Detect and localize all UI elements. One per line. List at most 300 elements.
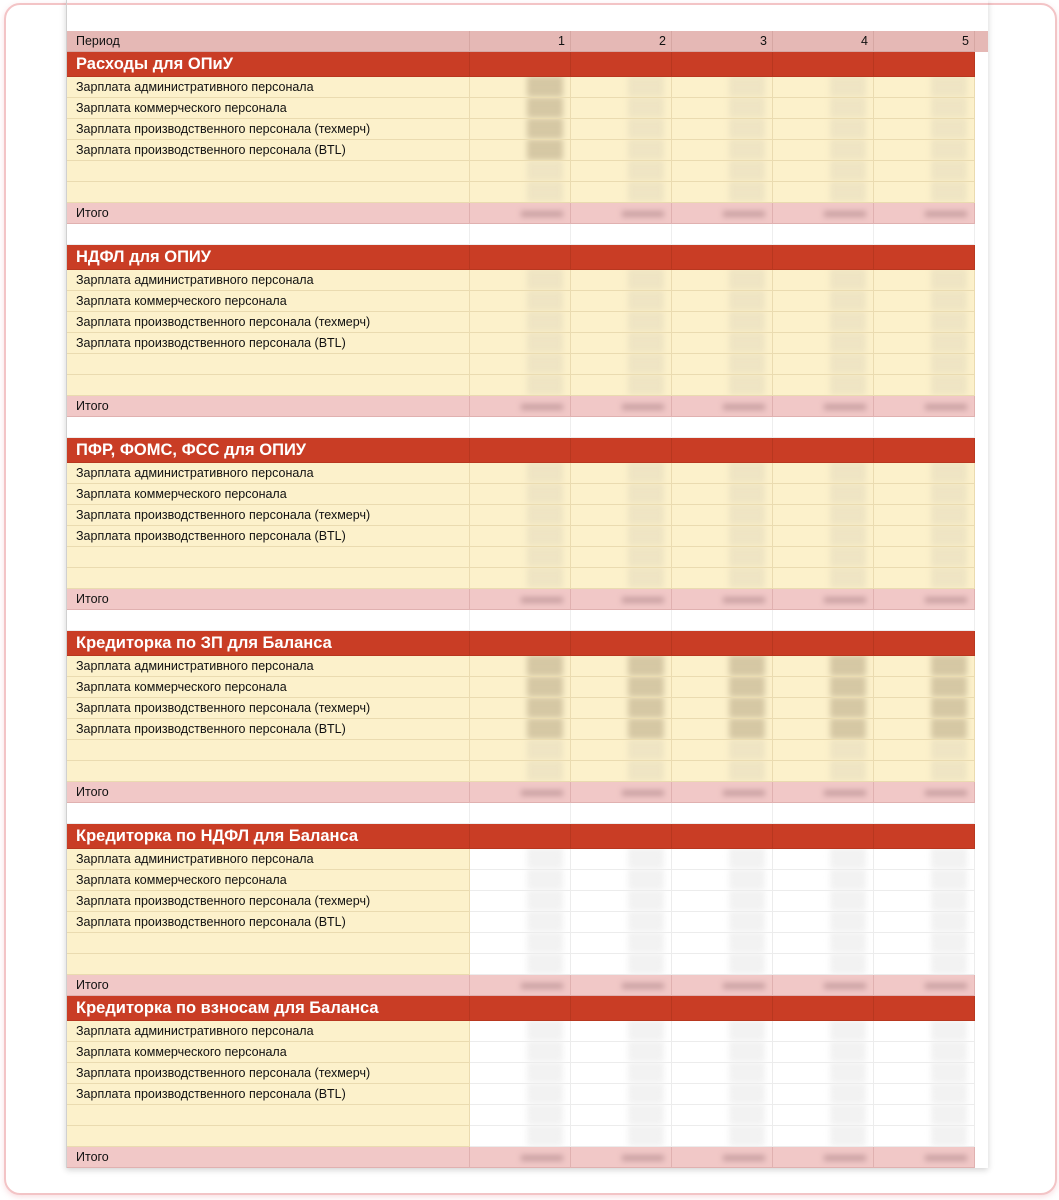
blank-cell[interactable] (773, 417, 874, 438)
value-cell[interactable] (470, 912, 571, 933)
total-value-cell[interactable] (470, 1147, 571, 1168)
value-cell[interactable] (672, 270, 773, 291)
value-cell[interactable] (470, 568, 571, 589)
value-cell[interactable] (470, 505, 571, 526)
value-cell[interactable] (773, 354, 874, 375)
value-cell[interactable] (773, 933, 874, 954)
value-cell[interactable] (571, 1105, 672, 1126)
value-cell[interactable] (874, 761, 975, 782)
total-value-cell[interactable] (773, 975, 874, 996)
row-label[interactable] (67, 740, 470, 761)
value-cell[interactable] (672, 333, 773, 354)
value-cell[interactable] (571, 761, 672, 782)
section-title-cell[interactable] (672, 824, 773, 849)
row-label[interactable] (67, 547, 470, 568)
value-cell[interactable] (874, 270, 975, 291)
blank-cell[interactable] (672, 610, 773, 631)
total-value-cell[interactable] (571, 782, 672, 803)
value-cell[interactable] (571, 77, 672, 98)
value-cell[interactable] (672, 1042, 773, 1063)
total-value-cell[interactable] (672, 782, 773, 803)
row-label[interactable]: Зарплата коммерческого персонала (67, 870, 470, 891)
section-title-cell[interactable] (874, 996, 975, 1021)
value-cell[interactable] (773, 849, 874, 870)
row-label[interactable]: Зарплата коммерческого персонала (67, 677, 470, 698)
value-cell[interactable] (672, 375, 773, 396)
value-cell[interactable] (672, 354, 773, 375)
row-label[interactable] (67, 375, 470, 396)
value-cell[interactable] (874, 698, 975, 719)
value-cell[interactable] (874, 463, 975, 484)
section-title-cell[interactable] (874, 52, 975, 77)
value-cell[interactable] (571, 719, 672, 740)
row-label[interactable] (67, 568, 470, 589)
section-title-cell[interactable] (874, 438, 975, 463)
section-title-cell[interactable] (571, 996, 672, 1021)
value-cell[interactable] (672, 891, 773, 912)
value-cell[interactable] (874, 677, 975, 698)
value-cell[interactable] (773, 140, 874, 161)
section-title-cell[interactable] (874, 245, 975, 270)
total-value-cell[interactable] (874, 782, 975, 803)
value-cell[interactable] (874, 354, 975, 375)
row-label[interactable] (67, 761, 470, 782)
value-cell[interactable] (773, 119, 874, 140)
total-value-cell[interactable] (874, 975, 975, 996)
value-cell[interactable] (470, 1084, 571, 1105)
value-cell[interactable] (874, 933, 975, 954)
value-cell[interactable] (470, 870, 571, 891)
value-cell[interactable] (470, 463, 571, 484)
value-cell[interactable] (571, 291, 672, 312)
row-label[interactable]: Зарплата производственного персонала (BTL) (67, 912, 470, 933)
period-header-label[interactable]: Период (67, 31, 470, 52)
value-cell[interactable] (874, 1105, 975, 1126)
section-title-cell[interactable] (874, 631, 975, 656)
value-cell[interactable] (470, 140, 571, 161)
value-cell[interactable] (773, 698, 874, 719)
value-cell[interactable] (672, 312, 773, 333)
row-label[interactable] (67, 161, 470, 182)
value-cell[interactable] (571, 98, 672, 119)
value-cell[interactable] (773, 954, 874, 975)
row-label[interactable]: Зарплата производственного персонала (техмерч) (67, 891, 470, 912)
value-cell[interactable] (470, 719, 571, 740)
value-cell[interactable] (672, 698, 773, 719)
value-cell[interactable] (571, 484, 672, 505)
value-cell[interactable] (874, 1084, 975, 1105)
value-cell[interactable] (571, 182, 672, 203)
row-label[interactable]: Зарплата административного персонала (67, 849, 470, 870)
value-cell[interactable] (672, 761, 773, 782)
section-title-cell[interactable] (470, 824, 571, 849)
value-cell[interactable] (773, 677, 874, 698)
total-value-cell[interactable] (470, 975, 571, 996)
value-cell[interactable] (874, 719, 975, 740)
value-cell[interactable] (571, 568, 672, 589)
value-cell[interactable] (874, 1021, 975, 1042)
value-cell[interactable] (470, 954, 571, 975)
value-cell[interactable] (470, 656, 571, 677)
value-cell[interactable] (571, 526, 672, 547)
total-label[interactable]: Итого (67, 203, 470, 224)
row-label[interactable]: Зарплата административного персонала (67, 1021, 470, 1042)
value-cell[interactable] (672, 849, 773, 870)
value-cell[interactable] (470, 933, 571, 954)
row-label[interactable]: Зарплата административного персонала (67, 270, 470, 291)
value-cell[interactable] (571, 354, 672, 375)
value-cell[interactable] (874, 954, 975, 975)
value-cell[interactable] (470, 849, 571, 870)
section-title-cell[interactable] (470, 996, 571, 1021)
total-value-cell[interactable] (672, 975, 773, 996)
value-cell[interactable] (773, 1084, 874, 1105)
value-cell[interactable] (672, 119, 773, 140)
row-label[interactable]: Зарплата производственного персонала (техмерч) (67, 119, 470, 140)
total-label[interactable]: Итого (67, 589, 470, 610)
value-cell[interactable] (470, 312, 571, 333)
value-cell[interactable] (470, 1042, 571, 1063)
row-label[interactable]: Зарплата коммерческого персонала (67, 1042, 470, 1063)
total-value-cell[interactable] (571, 1147, 672, 1168)
value-cell[interactable] (571, 140, 672, 161)
section-title-cell[interactable] (773, 631, 874, 656)
total-value-cell[interactable] (672, 203, 773, 224)
value-cell[interactable] (571, 740, 672, 761)
value-cell[interactable] (571, 333, 672, 354)
value-cell[interactable] (773, 161, 874, 182)
value-cell[interactable] (571, 954, 672, 975)
value-cell[interactable] (571, 312, 672, 333)
value-cell[interactable] (672, 505, 773, 526)
total-value-cell[interactable] (571, 396, 672, 417)
section-title-cell[interactable] (773, 245, 874, 270)
value-cell[interactable] (773, 463, 874, 484)
value-cell[interactable] (874, 656, 975, 677)
value-cell[interactable] (470, 182, 571, 203)
value-cell[interactable] (874, 484, 975, 505)
total-value-cell[interactable] (470, 203, 571, 224)
value-cell[interactable] (874, 119, 975, 140)
section-title-cell[interactable] (773, 438, 874, 463)
row-label[interactable]: Зарплата производственного персонала (техмерч) (67, 698, 470, 719)
row-label[interactable] (67, 1105, 470, 1126)
value-cell[interactable] (773, 505, 874, 526)
value-cell[interactable] (874, 1063, 975, 1084)
total-value-cell[interactable] (470, 589, 571, 610)
blank-cell[interactable] (470, 417, 571, 438)
total-value-cell[interactable] (874, 1147, 975, 1168)
value-cell[interactable] (773, 1063, 874, 1084)
row-label[interactable]: Зарплата коммерческого персонала (67, 98, 470, 119)
blank-cell[interactable] (571, 610, 672, 631)
section-title-cell[interactable] (470, 438, 571, 463)
value-cell[interactable] (874, 870, 975, 891)
value-cell[interactable] (773, 656, 874, 677)
total-value-cell[interactable] (874, 203, 975, 224)
value-cell[interactable] (571, 1042, 672, 1063)
section-title-cell[interactable] (672, 52, 773, 77)
value-cell[interactable] (874, 1126, 975, 1147)
value-cell[interactable] (773, 484, 874, 505)
period-header-4[interactable]: 4 (773, 31, 874, 52)
value-cell[interactable] (773, 1021, 874, 1042)
value-cell[interactable] (672, 1063, 773, 1084)
value-cell[interactable] (571, 891, 672, 912)
value-cell[interactable] (874, 505, 975, 526)
value-cell[interactable] (672, 547, 773, 568)
blank-cell[interactable] (571, 224, 672, 245)
value-cell[interactable] (672, 1021, 773, 1042)
total-value-cell[interactable] (672, 396, 773, 417)
blank-cell[interactable] (571, 803, 672, 824)
value-cell[interactable] (470, 270, 571, 291)
section-title-cell[interactable] (571, 52, 672, 77)
value-cell[interactable] (470, 1126, 571, 1147)
value-cell[interactable] (773, 270, 874, 291)
value-cell[interactable] (874, 312, 975, 333)
total-value-cell[interactable] (571, 975, 672, 996)
total-value-cell[interactable] (571, 589, 672, 610)
section-title-cell[interactable] (470, 52, 571, 77)
period-header-5[interactable]: 5 (874, 31, 975, 52)
value-cell[interactable] (470, 354, 571, 375)
blank-cell[interactable] (67, 803, 470, 824)
section-title[interactable]: Кредиторка по ЗП для Баланса (67, 631, 470, 656)
value-cell[interactable] (470, 77, 571, 98)
blank-cell[interactable] (773, 610, 874, 631)
value-cell[interactable] (874, 740, 975, 761)
row-label[interactable]: Зарплата производственного персонала (BTL) (67, 333, 470, 354)
total-value-cell[interactable] (571, 203, 672, 224)
section-title-cell[interactable] (672, 631, 773, 656)
value-cell[interactable] (773, 568, 874, 589)
blank-cell[interactable] (672, 803, 773, 824)
blank-cell[interactable] (773, 224, 874, 245)
blank-cell[interactable] (874, 224, 975, 245)
value-cell[interactable] (672, 140, 773, 161)
value-cell[interactable] (672, 568, 773, 589)
value-cell[interactable] (571, 1126, 672, 1147)
total-value-cell[interactable] (874, 589, 975, 610)
total-value-cell[interactable] (773, 782, 874, 803)
value-cell[interactable] (571, 698, 672, 719)
value-cell[interactable] (470, 98, 571, 119)
row-label[interactable]: Зарплата производственного персонала (BTL) (67, 140, 470, 161)
value-cell[interactable] (672, 98, 773, 119)
value-cell[interactable] (571, 119, 672, 140)
value-cell[interactable] (672, 291, 773, 312)
value-cell[interactable] (773, 740, 874, 761)
value-cell[interactable] (470, 740, 571, 761)
blank-cell[interactable] (67, 417, 470, 438)
section-title-cell[interactable] (672, 996, 773, 1021)
value-cell[interactable] (773, 719, 874, 740)
value-cell[interactable] (773, 761, 874, 782)
value-cell[interactable] (672, 719, 773, 740)
section-title-cell[interactable] (571, 245, 672, 270)
period-header-1[interactable]: 1 (470, 31, 571, 52)
blank-cell[interactable] (67, 610, 470, 631)
value-cell[interactable] (571, 656, 672, 677)
value-cell[interactable] (672, 526, 773, 547)
value-cell[interactable] (571, 375, 672, 396)
value-cell[interactable] (672, 463, 773, 484)
value-cell[interactable] (571, 849, 672, 870)
row-label[interactable] (67, 933, 470, 954)
value-cell[interactable] (571, 547, 672, 568)
value-cell[interactable] (672, 677, 773, 698)
row-label[interactable]: Зарплата производственного персонала (техмерч) (67, 1063, 470, 1084)
value-cell[interactable] (571, 505, 672, 526)
value-cell[interactable] (773, 547, 874, 568)
value-cell[interactable] (470, 375, 571, 396)
value-cell[interactable] (470, 484, 571, 505)
section-title[interactable]: НДФЛ для ОПИУ (67, 245, 470, 270)
value-cell[interactable] (672, 161, 773, 182)
section-title-cell[interactable] (571, 438, 672, 463)
section-title[interactable]: Кредиторка по взносам для Баланса (67, 996, 470, 1021)
value-cell[interactable] (874, 375, 975, 396)
value-cell[interactable] (874, 526, 975, 547)
section-title-cell[interactable] (470, 631, 571, 656)
value-cell[interactable] (470, 1021, 571, 1042)
value-cell[interactable] (470, 333, 571, 354)
value-cell[interactable] (874, 547, 975, 568)
value-cell[interactable] (470, 1105, 571, 1126)
value-cell[interactable] (773, 1105, 874, 1126)
value-cell[interactable] (672, 1126, 773, 1147)
blank-cell[interactable] (470, 224, 571, 245)
value-cell[interactable] (773, 870, 874, 891)
row-label[interactable]: Зарплата коммерческого персонала (67, 291, 470, 312)
blank-cell[interactable] (773, 803, 874, 824)
total-label[interactable]: Итого (67, 782, 470, 803)
value-cell[interactable] (470, 547, 571, 568)
section-title-cell[interactable] (571, 824, 672, 849)
row-label[interactable]: Зарплата производственного персонала (BTL) (67, 526, 470, 547)
total-label[interactable]: Итого (67, 396, 470, 417)
value-cell[interactable] (874, 140, 975, 161)
value-cell[interactable] (470, 119, 571, 140)
total-value-cell[interactable] (874, 396, 975, 417)
value-cell[interactable] (470, 291, 571, 312)
total-value-cell[interactable] (470, 396, 571, 417)
row-label[interactable]: Зарплата производственного персонала (BTL) (67, 1084, 470, 1105)
section-title[interactable]: ПФР, ФОМС, ФСС для ОПИУ (67, 438, 470, 463)
value-cell[interactable] (672, 954, 773, 975)
value-cell[interactable] (571, 677, 672, 698)
value-cell[interactable] (874, 98, 975, 119)
blank-cell[interactable] (874, 610, 975, 631)
value-cell[interactable] (672, 740, 773, 761)
section-title-cell[interactable] (773, 996, 874, 1021)
total-value-cell[interactable] (773, 1147, 874, 1168)
blank-cell[interactable] (874, 803, 975, 824)
value-cell[interactable] (874, 1042, 975, 1063)
value-cell[interactable] (571, 1021, 672, 1042)
value-cell[interactable] (470, 1063, 571, 1084)
value-cell[interactable] (773, 182, 874, 203)
value-cell[interactable] (571, 161, 672, 182)
value-cell[interactable] (773, 1042, 874, 1063)
value-cell[interactable] (470, 698, 571, 719)
section-title-cell[interactable] (672, 245, 773, 270)
value-cell[interactable] (874, 912, 975, 933)
row-label[interactable]: Зарплата производственного персонала (техмерч) (67, 505, 470, 526)
section-title[interactable]: Расходы для ОПиУ (67, 52, 470, 77)
blank-cell[interactable] (672, 417, 773, 438)
total-value-cell[interactable] (773, 396, 874, 417)
value-cell[interactable] (571, 933, 672, 954)
blank-cell[interactable] (874, 417, 975, 438)
total-value-cell[interactable] (470, 782, 571, 803)
value-cell[interactable] (773, 375, 874, 396)
value-cell[interactable] (773, 291, 874, 312)
row-label[interactable]: Зарплата административного персонала (67, 463, 470, 484)
value-cell[interactable] (874, 891, 975, 912)
blank-cell[interactable] (470, 803, 571, 824)
blank-cell[interactable] (571, 417, 672, 438)
row-label[interactable] (67, 182, 470, 203)
value-cell[interactable] (672, 1105, 773, 1126)
value-cell[interactable] (672, 933, 773, 954)
section-title-cell[interactable] (773, 824, 874, 849)
value-cell[interactable] (773, 1126, 874, 1147)
value-cell[interactable] (672, 77, 773, 98)
value-cell[interactable] (874, 161, 975, 182)
total-value-cell[interactable] (672, 1147, 773, 1168)
value-cell[interactable] (874, 849, 975, 870)
value-cell[interactable] (672, 1084, 773, 1105)
value-cell[interactable] (773, 891, 874, 912)
value-cell[interactable] (874, 568, 975, 589)
value-cell[interactable] (874, 291, 975, 312)
total-label[interactable]: Итого (67, 1147, 470, 1168)
value-cell[interactable] (672, 182, 773, 203)
value-cell[interactable] (773, 333, 874, 354)
row-label[interactable] (67, 1126, 470, 1147)
total-value-cell[interactable] (773, 589, 874, 610)
row-label[interactable]: Зарплата производственного персонала (техмерч) (67, 312, 470, 333)
row-label[interactable] (67, 954, 470, 975)
total-label[interactable]: Итого (67, 975, 470, 996)
row-label[interactable]: Зарплата производственного персонала (BTL) (67, 719, 470, 740)
value-cell[interactable] (571, 912, 672, 933)
blank-cell[interactable] (470, 610, 571, 631)
value-cell[interactable] (773, 912, 874, 933)
section-title[interactable]: Кредиторка по НДФЛ для Баланса (67, 824, 470, 849)
total-value-cell[interactable] (773, 203, 874, 224)
period-header-3[interactable]: 3 (672, 31, 773, 52)
value-cell[interactable] (773, 77, 874, 98)
section-title-cell[interactable] (773, 52, 874, 77)
value-cell[interactable] (571, 270, 672, 291)
value-cell[interactable] (672, 870, 773, 891)
blank-cell[interactable] (672, 224, 773, 245)
value-cell[interactable] (571, 870, 672, 891)
value-cell[interactable] (672, 484, 773, 505)
value-cell[interactable] (571, 1084, 672, 1105)
value-cell[interactable] (672, 912, 773, 933)
value-cell[interactable] (874, 333, 975, 354)
value-cell[interactable] (470, 761, 571, 782)
section-title-cell[interactable] (571, 631, 672, 656)
total-value-cell[interactable] (672, 589, 773, 610)
section-title-cell[interactable] (672, 438, 773, 463)
value-cell[interactable] (773, 98, 874, 119)
value-cell[interactable] (571, 463, 672, 484)
